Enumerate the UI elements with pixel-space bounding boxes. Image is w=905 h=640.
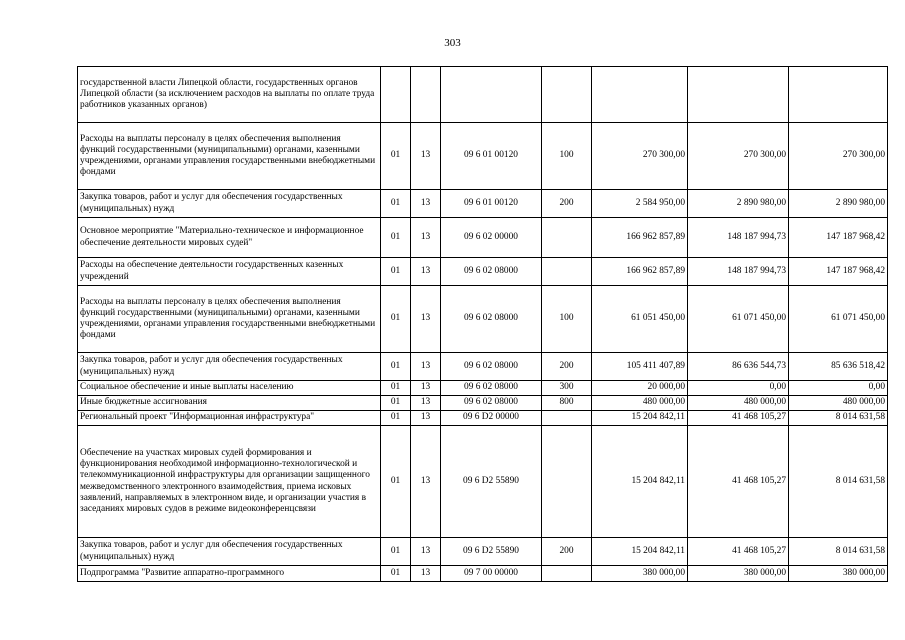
row-name: Расходы на обеспечение деятельности государственных казенных учреждений xyxy=(78,258,381,286)
table-row xyxy=(78,190,888,218)
row-expense-type: 300 xyxy=(542,381,592,396)
row-section: 13 xyxy=(411,123,441,190)
row-section: 13 xyxy=(411,218,441,258)
row-amount-year3: 8 014 631,58 xyxy=(789,538,888,566)
row-amount-year2: 41 468 105,27 xyxy=(688,538,789,566)
budget-table-body xyxy=(78,67,888,582)
row-expense-type: 200 xyxy=(542,538,592,566)
table-row xyxy=(78,538,888,566)
row-section: 13 xyxy=(411,353,441,381)
row-amount-year2: 480 000,00 xyxy=(688,396,789,411)
row-target-article: 09 6 02 08000 xyxy=(441,381,542,396)
row-amount-year2: 380 000,00 xyxy=(688,566,789,582)
row-section: 13 xyxy=(411,538,441,566)
row-name: Обеспечение на участках мировых судей формирования и функционирования необходимой информационно-технологической и телекоммуникационной инфраструктуры для организации защищенного межведомственного электронного взаимодействия, приема исковых заявлений, направляемых в электронном виде, и организации участия в заседаниях мировых судов в режиме видеоконференцсвязи xyxy=(78,426,381,538)
row-expense-type xyxy=(542,67,592,123)
row-target-article: 09 6 02 00000 xyxy=(441,218,542,258)
table-row xyxy=(78,411,888,426)
row-expense-type: 800 xyxy=(542,396,592,411)
table-row xyxy=(78,258,888,286)
row-grbs: 01 xyxy=(381,218,411,258)
row-expense-type xyxy=(542,258,592,286)
row-amount-year2: 148 187 994,73 xyxy=(688,218,789,258)
row-amount-year2: 0,00 xyxy=(688,381,789,396)
row-amount-year3: 0,00 xyxy=(789,381,888,396)
row-amount-year2: 61 071 450,00 xyxy=(688,286,789,353)
row-section: 13 xyxy=(411,396,441,411)
row-target-article xyxy=(441,67,542,123)
row-section: 13 xyxy=(411,286,441,353)
row-amount-year2: 2 890 980,00 xyxy=(688,190,789,218)
row-amount-year3: 480 000,00 xyxy=(789,396,888,411)
row-target-article: 09 6 02 08000 xyxy=(441,286,542,353)
table-row xyxy=(78,286,888,353)
row-grbs xyxy=(381,67,411,123)
row-target-article: 09 6 01 00120 xyxy=(441,190,542,218)
row-amount-year3: 85 636 518,42 xyxy=(789,353,888,381)
table-row xyxy=(78,396,888,411)
row-expense-type: 100 xyxy=(542,286,592,353)
row-amount-year1: 15 204 842,11 xyxy=(592,426,688,538)
row-expense-type: 200 xyxy=(542,190,592,218)
row-target-article: 09 7 00 00000 xyxy=(441,566,542,582)
row-expense-type xyxy=(542,566,592,582)
row-amount-year3: 2 890 980,00 xyxy=(789,190,888,218)
row-amount-year1: 105 411 407,89 xyxy=(592,353,688,381)
row-amount-year2: 41 468 105,27 xyxy=(688,426,789,538)
row-section xyxy=(411,67,441,123)
row-target-article: 09 6 02 08000 xyxy=(441,258,542,286)
row-grbs: 01 xyxy=(381,566,411,582)
row-grbs: 01 xyxy=(381,426,411,538)
table-row xyxy=(78,426,888,538)
row-grbs: 01 xyxy=(381,353,411,381)
row-target-article: 09 6 01 00120 xyxy=(441,123,542,190)
page-number: 303 xyxy=(444,37,461,49)
row-amount-year1: 2 584 950,00 xyxy=(592,190,688,218)
row-name: Закупка товаров, работ и услуг для обеспечения государственных (муниципальных) нужд xyxy=(78,190,381,218)
row-amount-year1: 480 000,00 xyxy=(592,396,688,411)
row-name: Расходы на выплаты персоналу в целях обеспечения выполнения функций государственными (муниципальными) органами, казенными учреждениями, органами управления государственными внебюджетными фондами xyxy=(78,123,381,190)
row-grbs: 01 xyxy=(381,411,411,426)
row-name: Региональный проект "Информационная инфраструктура" xyxy=(78,411,381,426)
budget-table xyxy=(77,66,888,582)
row-name: Закупка товаров, работ и услуг для обеспечения государственных (муниципальных) нужд xyxy=(78,538,381,566)
row-grbs: 01 xyxy=(381,190,411,218)
table-row xyxy=(78,566,888,582)
row-amount-year3: 8 014 631,58 xyxy=(789,426,888,538)
row-expense-type: 100 xyxy=(542,123,592,190)
table-row xyxy=(78,381,888,396)
row-amount-year3: 147 187 968,42 xyxy=(789,218,888,258)
row-expense-type xyxy=(542,218,592,258)
row-amount-year1: 15 204 842,11 xyxy=(592,538,688,566)
row-amount-year3: 147 187 968,42 xyxy=(789,258,888,286)
row-name: Подпрограмма "Развитие аппаратно-программного xyxy=(78,566,381,582)
row-amount-year1: 20 000,00 xyxy=(592,381,688,396)
row-amount-year1: 61 051 450,00 xyxy=(592,286,688,353)
row-amount-year1: 166 962 857,89 xyxy=(592,258,688,286)
row-expense-type xyxy=(542,426,592,538)
table-row xyxy=(78,123,888,190)
row-grbs: 01 xyxy=(381,286,411,353)
row-section: 13 xyxy=(411,258,441,286)
row-amount-year1: 270 300,00 xyxy=(592,123,688,190)
row-amount-year1: 15 204 842,11 xyxy=(592,411,688,426)
row-name: Закупка товаров, работ и услуг для обеспечения государственных (муниципальных) нужд xyxy=(78,353,381,381)
row-amount-year3 xyxy=(789,67,888,123)
row-section: 13 xyxy=(411,411,441,426)
row-expense-type xyxy=(542,411,592,426)
row-target-article: 09 6 02 08000 xyxy=(441,396,542,411)
row-amount-year2: 148 187 994,73 xyxy=(688,258,789,286)
row-name: государственной власти Липецкой области, государственных органов Липецкой области (за исключением расходов на выплаты по оплате труда работников указанных органов) xyxy=(78,67,381,123)
row-target-article: 09 6 02 08000 xyxy=(441,353,542,381)
table-row xyxy=(78,67,888,123)
row-name: Расходы на выплаты персоналу в целях обеспечения выполнения функций государственными (муниципальными) органами, казенными учреждениями, органами управления государственными внебюджетными фондами xyxy=(78,286,381,353)
row-grbs: 01 xyxy=(381,396,411,411)
row-amount-year2: 41 468 105,27 xyxy=(688,411,789,426)
row-amount-year3: 380 000,00 xyxy=(789,566,888,582)
row-target-article: 09 6 D2 55890 xyxy=(441,538,542,566)
row-amount-year3: 8 014 631,58 xyxy=(789,411,888,426)
row-name: Иные бюджетные ассигнования xyxy=(78,396,381,411)
row-grbs: 01 xyxy=(381,381,411,396)
row-section: 13 xyxy=(411,190,441,218)
row-amount-year1: 166 962 857,89 xyxy=(592,218,688,258)
row-amount-year2: 86 636 544,73 xyxy=(688,353,789,381)
row-amount-year3: 270 300,00 xyxy=(789,123,888,190)
row-name: Социальное обеспечение и иные выплаты населению xyxy=(78,381,381,396)
row-amount-year2: 270 300,00 xyxy=(688,123,789,190)
row-target-article: 09 6 D2 00000 xyxy=(441,411,542,426)
row-grbs: 01 xyxy=(381,258,411,286)
table-row xyxy=(78,353,888,381)
row-name: Основное мероприятие "Материально-техническое и информационное обеспечение деятельности мировых судей" xyxy=(78,218,381,258)
row-amount-year1 xyxy=(592,67,688,123)
row-section: 13 xyxy=(411,566,441,582)
row-amount-year1: 380 000,00 xyxy=(592,566,688,582)
table-row xyxy=(78,218,888,258)
row-amount-year3: 61 071 450,00 xyxy=(789,286,888,353)
row-section: 13 xyxy=(411,381,441,396)
row-section: 13 xyxy=(411,426,441,538)
row-grbs: 01 xyxy=(381,538,411,566)
row-expense-type: 200 xyxy=(542,353,592,381)
row-amount-year2 xyxy=(688,67,789,123)
row-target-article: 09 6 D2 55890 xyxy=(441,426,542,538)
row-grbs: 01 xyxy=(381,123,411,190)
